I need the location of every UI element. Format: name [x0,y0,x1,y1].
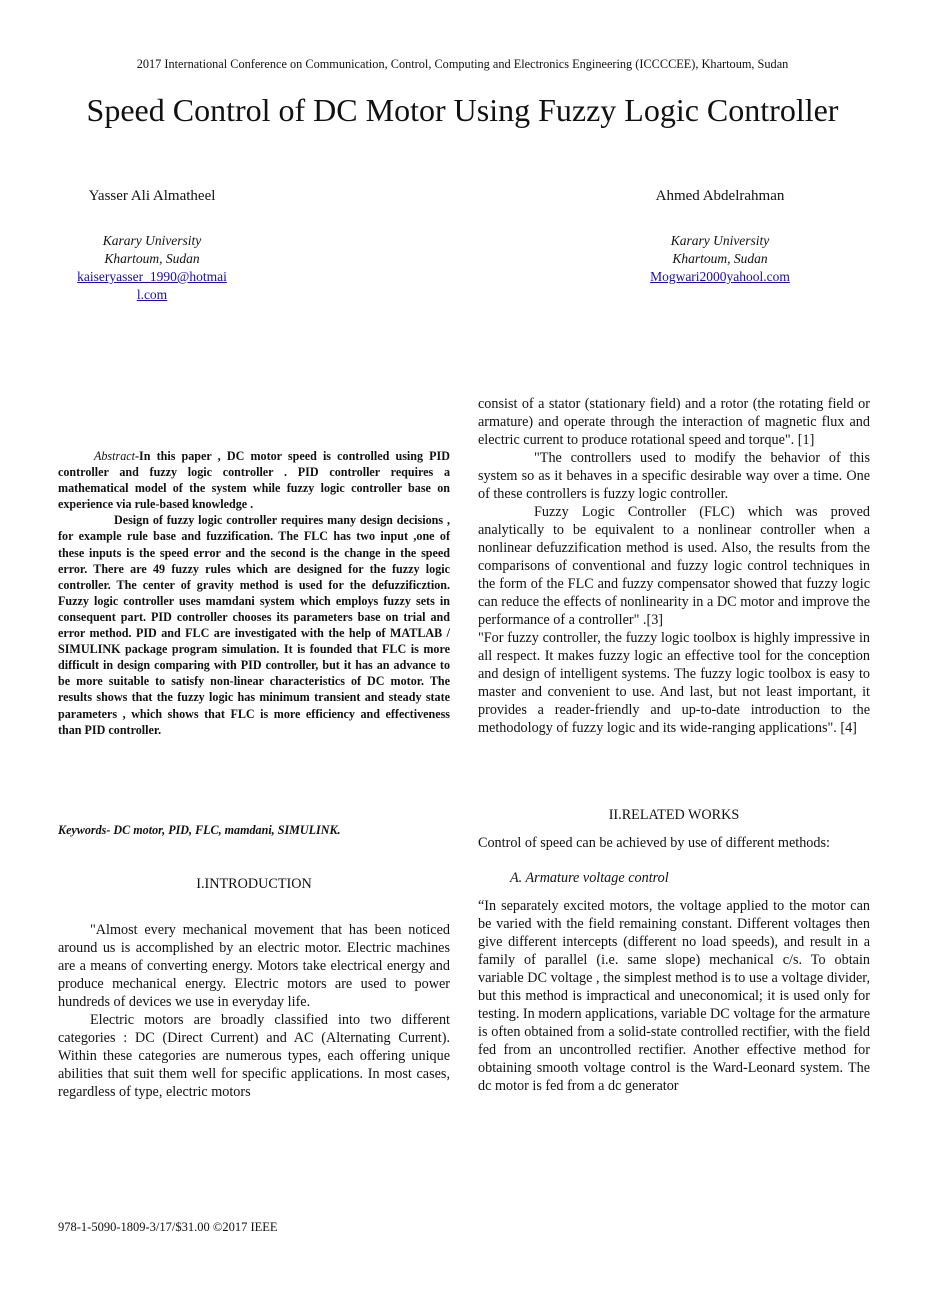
keywords: Keywords- DC motor, PID, FLC, mamdani, SIMULINK. [58,823,341,837]
right-para-3: Fuzzy Logic Controller (FLC) which was proved analytically to be equivalent to a nonlinear controller when a nonlinear defuzzification method is used. Also, the results from the comparisons of conventional and fuzzy logic control techniques in the form of the FLC and fuzzy compensator showed that fuzzy logic can reduce the effects of nonlinearity in a DC motor and improve the performance of a controller" .[3] [478,504,870,628]
right-column-body [478,395,870,737]
footer-copyright: 978-1-5090-1809-3/17/$31.00 ©2017 IEEE [58,1220,278,1234]
right-para-2: "The controllers used to modify the behavior of this system so as it behaves in a specific desirable way over a time. One of these controllers is fuzzy logic controller. [478,450,870,502]
author-1-email-line1[interactable]: kaiseryasser_1990@hotmai [77,269,227,284]
abstract-label: Abstract [94,449,135,463]
abstract [58,448,450,738]
paper-title: Speed Control of DC Motor Using Fuzzy Logic Controller [86,92,839,128]
author-1-university: Karary University [102,233,202,248]
armature-control-para: “In separately excited motors, the voltage applied to the motor can be varied with the field remaining constant. Different voltages then give different intercepts (different no load speeds), and result in a family of parallel (i.e. same slope) mechanical c/s. To obtain variable DC voltage , the simplest method is to use a voltage divider, but this method is impractical and uneconomical; it is used only for testing. In modern applications, variable DC voltage for the armature is often obtained from a solid-state controlled rectifier, with the field fed from an uncontrolled rectifier. Another effective method for obtaining smooth voltage control is the Ward-Leonard system. The dc motor is fed from a dc generator [478,898,870,1094]
author-2-university: Karary University [670,233,770,248]
related-works-para: Control of speed can be achieved by use of different methods: [478,835,830,851]
author-1-name: Yasser Ali Almatheel [88,188,216,204]
right-para-4: "For fuzzy controller, the fuzzy logic toolbox is highly impressive in all respect. It makes fuzzy logic an effective tool for the conception and design of intelligent systems. The fuzzy logic toolbox is easy to master and convenient to use. And last, but not least important, it provides a reader-friendly and up-to-date introduction to the methodology of fuzzy logic and its wide-ranging applications". [4] [478,630,870,736]
author-2-location: Khartoum, Sudan [672,251,768,266]
author-1-email-line2[interactable]: l.com [136,287,168,302]
abstract-para-1: -In this paper , DC motor speed is controlled using PID controller and fuzzy logic controller . PID controller requires a mathematical model of the system while fuzzy logic controller base on experience via rule-based knowledge . [58,449,450,512]
intro-para-2: Electric motors are broadly classified into two different categories : DC (Direct Current) and AC (Alternating Current). Within these categories are numerous types, each offering unique abilities that suit them well for specific applications. In most cases, regardless of type, electric motors [58,1012,450,1100]
author-2-name: Ahmed Abdelrahman [655,188,785,204]
related-works-heading: II.RELATED WORKS [608,807,740,823]
subsection-heading: A. Armature voltage control [510,870,669,886]
intro-body [58,921,450,1101]
author-1-location: Khartoum, Sudan [104,251,200,266]
right-para-1: consist of a stator (stationary field) and a rotor (the rotating field or armature) and operate through the interaction of magnetic flux and electric current to produce rotational speed and torque". [1] [478,396,870,448]
abstract-para-2: Design of fuzzy logic controller requires many design decisions , for example rule base and fuzzification. The FLC has two input ,one of these inputs is the speed error and the second is the change in the speed error. There are 49 fuzzy rules which are designed for the fuzzy logic controller. The center of gravity method is used for the defuzzificztion. Fuzzy logic controller uses mamdani system which employs fuzzy sets in consequent part. PID controller chooses its parameters base on trial and error method. PID and FLC are investigated with the help of MATLAB / SIMULINK package program simulation. It is founded that FLC is more difficult in design comparing with PID controller, but it has an advance to be more suitable to satisfy non-linear characteristics of DC motor. The results shows that the fuzzy logic has minimum transient and steady state parameters , which shows that FLC is more efficiency and effectiveness than PID controller. [58,513,450,737]
author-1-affiliation [0,232,304,304]
author-2-affiliation [560,232,880,286]
conference-header: 2017 International Conference on Communication, Control, Computing and Electronics Engineering (ICCCCEE), Khartoum, Sudan [136,57,789,71]
intro-para-1: "Almost every mechanical movement that has been noticed around us is accomplished by an electric motor. Electric machines are a means of converting energy. Motors take electrical energy and produce mechanical energy. Electric motors are used to power hundreds of devices we use in everyday life. [58,922,450,1010]
author-2-email[interactable]: Mogwari2000yahool.com [650,269,790,284]
intro-heading: I.INTRODUCTION [196,876,312,892]
